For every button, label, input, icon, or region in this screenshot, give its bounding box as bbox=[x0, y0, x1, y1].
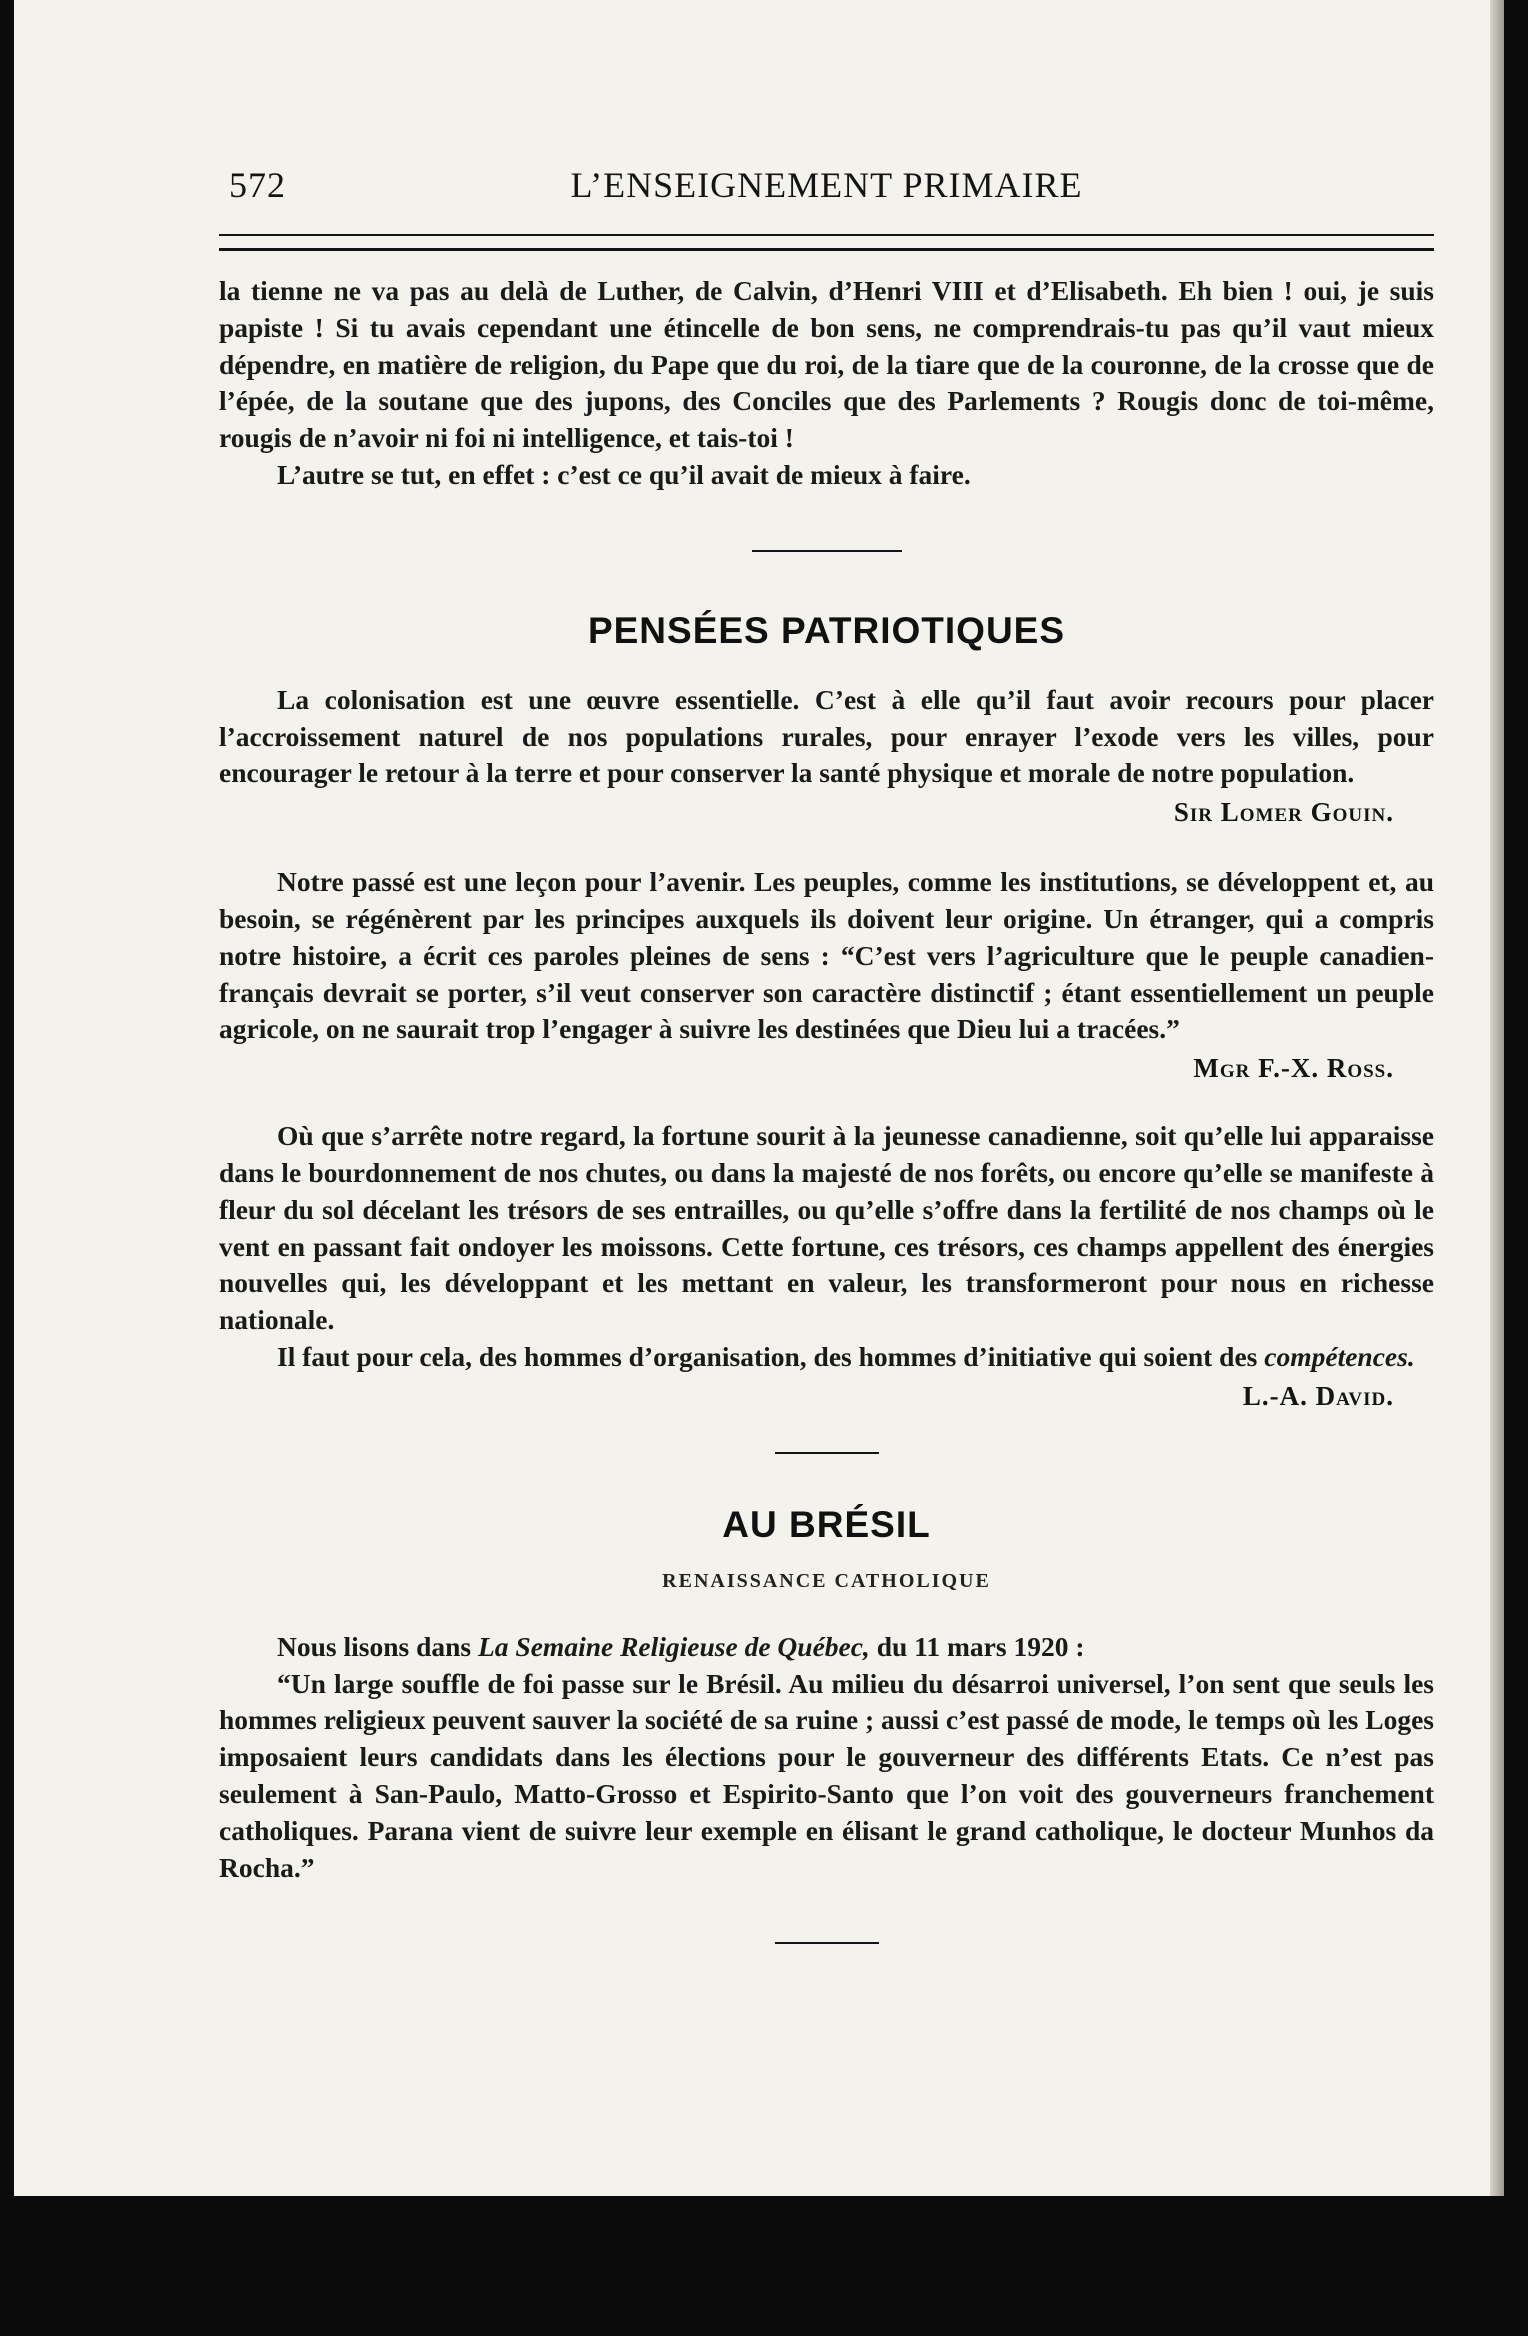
bresil-quote: “Un large souffle de foi passe sur le Brésil. Au milieu du désarroi universel, l’on sent que seuls les hommes religieux peuvent sauver la société de sa ruine ; aussi c’est passé de mode, le temps où les Loges imposaient leurs candidats dans les élections pour le gouverneur des différents Etats. Ce n’est pas seulement à San-Paulo, Matto-Grosso et Espirito-Santo que l’on voit des gouverneurs franchement catholiques. Parana vient de suivre leur exemple en élisant le grand catholique, le docteur Munhos da Rocha.” bbox=[219, 1667, 1435, 1883]
intro-block bbox=[219, 273, 1434, 494]
quote-gouin-text: La colonisation est une œuvre essentielle. C’est à elle qu’il faut avoir recours pour placer l’accroissement naturel de nos populations rurales, pour enrayer l’exode vers les villes, pour encourager le retour à la terre et pour conserver la santé physique et morale de notre population. bbox=[219, 683, 1434, 789]
bresil-lead-start: Nous lisons dans bbox=[277, 1630, 478, 1662]
end-divider bbox=[775, 1942, 879, 1944]
page-content bbox=[219, 150, 1434, 1944]
quote-gouin-author: Sir Lomer Gouin. bbox=[1173, 797, 1394, 828]
journal-title: L’ENSEIGNEMENT PRIMAIRE bbox=[570, 165, 1083, 205]
page bbox=[14, 0, 1490, 2196]
quote-ross-text: Notre passé est une leçon pour l’avenir. Les peuples, comme les institutions, se développent et, au besoin, se régénèrent par les principes auxquels ils doivent leur origine. Un étranger, qui a compris notre histoire, a écrit ces paroles pleines de sens : “C’est vers l’agriculture que le peuple canadien-français devrait se porter, s’il veut conserver son caractère distinctif ; étant essentiellement un peuple agricole, on ne saurait trop l’engager à suivre les destinées que Dieu lui a tracées.” bbox=[219, 866, 1434, 1045]
intro-paragraph: la tienne ne va pas au delà de Luther, de Calvin, d’Henri VIII et d’Elisabeth. Eh bien ! oui, je suis papiste ! Si tu avais cependant une étincelle de bon sens, ne comprendrais-tu pas qu’il vaut mieux dépendre, en matière de religion, du Pape que du roi, de la tiare que de la couronne, de la crosse que de l’épée, de la soutane que des jupons, des Conciles que des Parlements ? Rougis donc de toi-même, rougis de n’avoir ni foi ni intelligence, et tais-toi ! bbox=[219, 275, 1434, 454]
bresil-block bbox=[219, 1629, 1434, 1887]
quote-david-text2 bbox=[219, 1339, 1434, 1376]
bresil-lead bbox=[219, 1629, 1434, 1666]
quote-ross-author: Mgr F.-X. Ross. bbox=[1193, 1053, 1394, 1084]
bresil-lead-italic: La Semaine Religieuse de Québec, bbox=[478, 1630, 870, 1662]
section-divider bbox=[752, 550, 902, 552]
quote-david-text: Où que s’arrête notre regard, la fortune sourit à la jeunesse canadienne, soit qu’elle lui apparaisse dans le bourdonnement de nos chutes, ou dans la majesté de nos forêts, ou encore qu’elle se manifeste à fleur du sol décelant les trésors de ses entrailles, ou qu’elle s’offre dans la fertilité de nos champs où le vent en passant fait ondoyer les moissons. Cette fortune, ces trésors, ces champs appellent des énergies nouvelles qui, les développant et les mettant en valeur, les transformeront pour nous en richesse nationale. bbox=[219, 1120, 1434, 1336]
running-head bbox=[219, 150, 1434, 205]
section-subtitle: RENAISSANCE CATHOLIQUE bbox=[662, 1569, 991, 1592]
quote-david-text2-italic: compétences. bbox=[1264, 1340, 1415, 1372]
section-title-pensees: PENSÉES PATRIOTIQUES bbox=[587, 609, 1066, 651]
bresil-lead-end: du 11 mars 1920 : bbox=[869, 1630, 1085, 1662]
page-edge bbox=[1490, 0, 1504, 2196]
intro-closing: L’autre se tut, en effet : c’est ce qu’il avait de mieux à faire. bbox=[277, 458, 971, 490]
section-title-bresil: AU BRÉSIL bbox=[722, 1503, 931, 1545]
quote-gouin bbox=[219, 682, 1434, 832]
header-double-rule bbox=[219, 234, 1434, 251]
quote-david-author: L.-A. David. bbox=[1242, 1380, 1394, 1411]
quote-david-text2-start: Il faut pour cela, des hommes d’organisation, des hommes d’initiative qui soient des bbox=[277, 1340, 1265, 1372]
quote-david bbox=[219, 1118, 1434, 1416]
page-number: 572 bbox=[229, 165, 286, 205]
quote-ross bbox=[219, 864, 1434, 1088]
section-divider-2 bbox=[775, 1452, 879, 1454]
